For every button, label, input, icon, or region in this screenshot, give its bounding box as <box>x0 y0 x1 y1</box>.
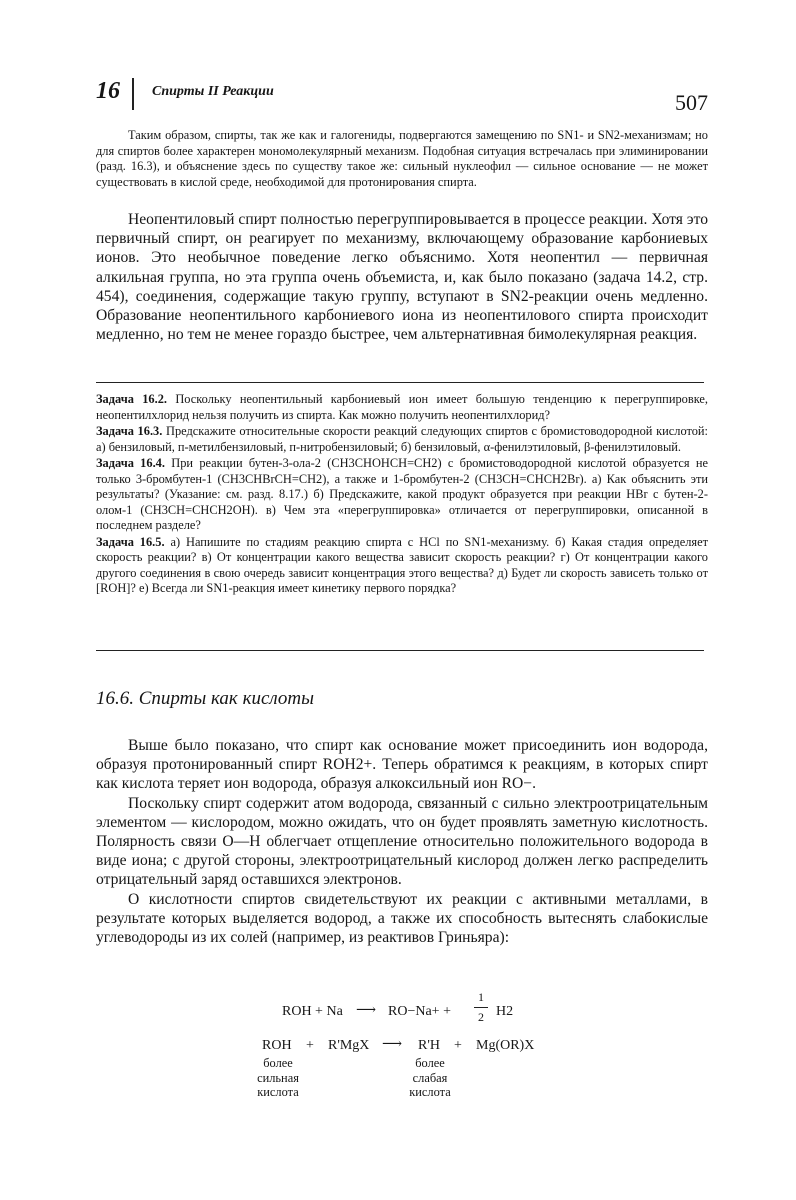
section-paragraph-1: Выше было показано, что спирт как основание может присоединить ион водорода, образуя протонированный спирт ROH2+. Теперь обратимся к реакциям, в которых спирт как кислота теряет ион водорода, образуя алкоксильный ион RO−. <box>96 737 708 793</box>
section-paragraph-2: Поскольку спирт содержит атом водорода, связанный с сильно электроотрицательным элементом — кислородом, можно ожидать, что он будет проявлять заметную кислотность. Полярность связи O—H облегчает отщепление относительно положительного водорода в виде иона; с другой стороны, электроотрицательный кислород должен легко распределить отрицательный заряд оставшихся электронов. <box>96 794 708 889</box>
chapter-title: Спирты II Реакции <box>152 84 274 99</box>
task-label: Задача 16.2. <box>96 392 167 406</box>
eq1-tail: H2 <box>496 1004 514 1019</box>
eq1-right: RO−Na+ + <box>388 1004 451 1019</box>
section-paragraph-3: О кислотности спиртов свидетельствуют их реакции с активными металлами, в результате которых выделяется водород, а также их способность вытеснять слабокислые углеводороды из их солей (например, из реактивов Гриньяра): <box>96 890 708 947</box>
task-16-3 <box>96 424 708 455</box>
label-stronger-acid: более сильная кислота <box>257 1056 299 1100</box>
intro-note <box>96 128 708 190</box>
label-weaker-acid: более слабая кислота <box>409 1056 451 1100</box>
neopentyl-paragraph <box>96 210 708 344</box>
task-text: Поскольку неопентильный карбониевый ион имеет большую тенденцию к перегруппировке, неопентилхлорид нельзя получить из спирта. Как можно получить неопентилхлорид? <box>96 392 708 422</box>
section-heading: 16.6. Спирты как кислоты <box>96 688 314 709</box>
eq1-frac-bar <box>474 1007 488 1008</box>
header-divider <box>132 78 134 110</box>
task-text: При реакции бутен-3-ола-2 (CH3CHOHCH=CH2) с бромистоводородной кислотой образуется не только 3-бромбутен-1 (CH3CHBrCH=CH2), а также и 1-бромбутен-2 (CH3CH=CHCH2Br). а) Как объяснить эти результаты? (Указание: см. разд. 8.17.) б) Предскажите, какой продукт образуется при реакции HBr с бутен-2-олом-1 (CH3CH=CHCH2OH). в) Чем эта «перегруппировка» отличается от перегруппировки, описанной в последнем разделе? <box>96 456 708 532</box>
section-body <box>96 736 708 947</box>
task-text: Предскажите относительные скорости реакций следующих спиртов с бромистоводородной кислотой: а) бензиловый, п-метилбензиловый, п-нитробензиловый; б) бензиловый, α-фенилэтиловый, β-фенилэтиловый. <box>96 424 708 454</box>
page-number: 507 <box>675 90 708 115</box>
task-text: а) Напишите по стадиям реакцию спирта с HCl по SN1-механизму. б) Какая стадия определяет скорость реакции? в) От концентрации какого вещества зависит скорость реакции? г) От концентрации какого другого соединения в свою очередь зависит концентрация этого вещества? д) Будет ли скорость зависеть только от [ROH]? е) Всегда ли SN1-реакция имеет кинетику первого порядка? <box>96 534 708 595</box>
equation-grignard <box>257 1037 562 1100</box>
eq2-plus-1: + <box>306 1038 314 1053</box>
tasks-block <box>96 392 708 598</box>
chapter-number: 16 <box>96 78 120 104</box>
eq2-reactant-1: ROH <box>262 1038 292 1053</box>
eq1-frac-num: 1 <box>478 990 484 1004</box>
eq2-reactant-2: R'MgX <box>328 1038 370 1053</box>
intro-note-text: Таким образом, спирты, так же как и галогениды, подвергаются замещению по SN1- и SN2-механизмам; но для спиртов более характерен мономолекулярный механизм. Подобная ситуация встречалась при элиминировании (разд. 16.3), и объяснение здесь по существу такое же: сильный нуклеофил — сильное основание — не может существовать в кислой среде, необходимой для протонирования спирта. <box>96 128 708 189</box>
task-label: Задача 16.5. <box>96 534 165 549</box>
running-header <box>96 78 708 118</box>
task-16-4 <box>96 456 708 534</box>
eq2-product-1: R'H <box>418 1038 440 1053</box>
tasks-top-rule <box>96 382 704 383</box>
equation-sodium <box>282 990 562 1034</box>
task-16-5 <box>96 535 708 597</box>
eq2-arrow: ⟶ <box>382 1037 403 1052</box>
task-label: Задача 16.4. <box>96 456 165 470</box>
neopentyl-paragraph-text: Неопентиловый спирт полностью перегруппировывается в процессе реакции. Хотя это первичный спирт, он реагирует по механизму, включающему образование карбониевых ионов. Это необычное поведение легко объяснимо. Хотя неопентил — первичная алкильная группа, но эта группа очень объемиста, и, как было показано (задача 14.2, стр. 454), соединения, содержащие такую группу, вступают в SN2-реакции очень медленно. Образование неопентильного карбониевого иона из неопентилового спирта происходит медленно, но тем не менее гораздо быстрее, чем альтернативная бимолекулярная реакция. <box>96 211 708 344</box>
eq1-left: ROH + Na <box>282 1004 343 1019</box>
eq1-frac-den: 2 <box>478 1010 484 1024</box>
eq2-product-2: Mg(OR)X <box>476 1038 535 1053</box>
task-16-2 <box>96 392 708 423</box>
task-label: Задача 16.3. <box>96 424 163 438</box>
eq2-plus-2: + <box>454 1038 462 1053</box>
tasks-bottom-rule <box>96 650 704 651</box>
eq1-arrow: ⟶ <box>356 1003 377 1018</box>
